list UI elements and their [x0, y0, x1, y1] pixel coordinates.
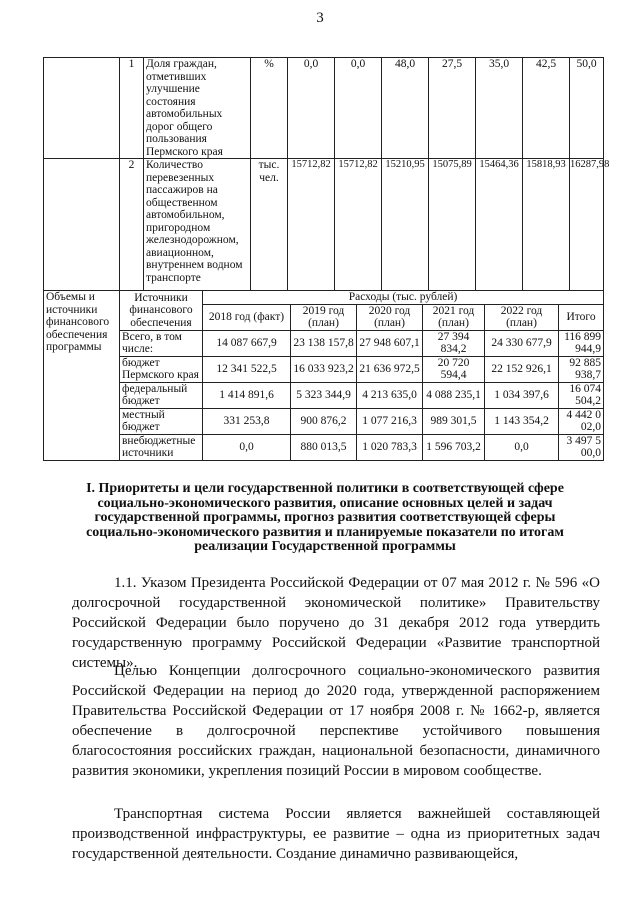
finance-row: [44, 408, 604, 434]
indicators-table: [43, 57, 610, 291]
indicator-value: 16287,98: [570, 159, 604, 291]
finance-value: 989 301,5: [423, 408, 485, 434]
year-header: 2020 год (план): [357, 304, 423, 330]
finance-value: 1 143 354,2: [485, 408, 559, 434]
finance-row: [44, 356, 604, 382]
indicator-value: 0,0: [335, 58, 382, 159]
page-number: 3: [316, 10, 324, 26]
finance-value: 0,0: [485, 434, 559, 460]
finance-value: 1 414 891,6: [203, 382, 291, 408]
indicator-value: 15712,82: [335, 159, 382, 291]
paragraph: 1.1. Указом Президента Российской Федерации от 07 мая 2012 г. № 596 «О долгосрочной государственной экономической политике» Правительству Российской Федерации было поручено до 31 декабря 2012 года утвердить государственную программу Российской Федерации «Развитие транспортной системы».: [72, 575, 600, 671]
finance-value: 900 876,2: [291, 408, 357, 434]
paragraph: Целью Концепции долгосрочного социально-экономического развития Российской Федерации на период до 2020 года, утвержденной распоряжением Правительства Российской Федерации от 17 ноября 2008 г. № 1662-р, является обеспечение в долгосрочной перспективе устойчивого повышения благосостояния российских граждан, национальной безопасности, динамичного развития экономики, укрепления позиций России в мировом сообществе.: [72, 663, 600, 779]
indicator-name: Количество перевезенных пассажиров на общественном автомобильном, пригородном железнодорожном, авиационном, внутреннем водном транспорте: [144, 159, 251, 291]
finance-value: 24 330 677,9: [485, 330, 559, 356]
finance-header-row: [44, 291, 604, 305]
finance-value: 1 020 783,3: [357, 434, 423, 460]
indicator-value: 27,5: [429, 58, 476, 159]
finance-value: 22 152 926,1: [485, 356, 559, 382]
finance-value: 23 138 157,8: [291, 330, 357, 356]
year-header: Итого: [559, 304, 604, 330]
finance-total: 16 074 504,2: [559, 382, 604, 408]
finance-value: 21 636 972,5: [357, 356, 423, 382]
empty-cell: [44, 58, 120, 159]
source-name: федеральный бюджет: [120, 382, 203, 408]
indicator-unit: %: [251, 58, 288, 159]
indicator-value: 35,0: [476, 58, 523, 159]
finance-total: 92 885 938,7: [559, 356, 604, 382]
year-header: 2022 год (план): [485, 304, 559, 330]
indicator-value: 0,0: [288, 58, 335, 159]
indicator-number: 2: [120, 159, 144, 291]
indicator-value: 15712,82: [288, 159, 335, 291]
indicator-unit: тыс. чел.: [251, 159, 288, 291]
paragraph: Транспортная система России является важнейшей составляющей производственной инфраструктуры, ее развитие – одна из приоритетных задач государственной деятельности. Создание динамично развивающейся,: [72, 806, 600, 862]
finance-value: 5 323 344,9: [291, 382, 357, 408]
indicator-row: [44, 58, 604, 159]
indicator-value: 15818,93: [523, 159, 570, 291]
finance-total: 3 497 500,0: [559, 434, 604, 460]
indicator-name: Доля граждан, отметивших улучшение состояния автомобильных дорог общего пользования Пермского края: [144, 58, 251, 159]
year-header: 2019 год (план): [291, 304, 357, 330]
source-header: Источники финансового обеспечения: [120, 291, 203, 331]
source-name: Всего, в том числе:: [120, 330, 203, 356]
finance-value: 1 596 703,2: [423, 434, 485, 460]
finance-value: 1 034 397,6: [485, 382, 559, 408]
finance-value: 16 033 923,2: [291, 356, 357, 382]
indicator-value: 15464,36: [476, 159, 523, 291]
finance-row: [44, 382, 604, 408]
indicator-value: 50,0: [570, 58, 604, 159]
year-header: 2018 год (факт): [203, 304, 291, 330]
expenses-header: Расходы (тыс. рублей): [203, 291, 604, 305]
finance-value: 331 253,8: [203, 408, 291, 434]
finance-value: 14 087 667,9: [203, 330, 291, 356]
finance-value: 27 394 834,2: [423, 330, 485, 356]
finance-row: [44, 434, 604, 460]
source-name: местный бюджет: [120, 408, 203, 434]
section-label: Объемы и источники финансового обеспечения программы: [44, 291, 120, 461]
source-name: бюджет Пермского края: [120, 356, 203, 382]
indicator-number: 1: [120, 58, 144, 159]
indicator-value: 15210,95: [382, 159, 429, 291]
finance-value: 4 213 635,0: [357, 382, 423, 408]
finance-value: 4 088 235,1: [423, 382, 485, 408]
year-header: 2021 год (план): [423, 304, 485, 330]
finance-value: 880 013,5: [291, 434, 357, 460]
finance-value: 12 341 522,5: [203, 356, 291, 382]
finance-value: 0,0: [203, 434, 291, 460]
finance-total: 116 899 944,9: [559, 330, 604, 356]
indicator-value: 15075,89: [429, 159, 476, 291]
source-name: внебюджетные источники: [120, 434, 203, 460]
indicator-value: 42,5: [523, 58, 570, 159]
empty-cell: [44, 159, 120, 291]
finance-value: 27 948 607,1: [357, 330, 423, 356]
finance-total: 4 442 002,0: [559, 408, 604, 434]
section-heading: I. Приоритеты и цели государственной политики в соответствующей сфере социально-экономического развития, описание основных целей и задач государственной программы, прогноз развития соответствующей сферы социально-экономического развития и планируемые показатели по итогам реализации Государственной программы: [86, 481, 564, 554]
finance-value: 1 077 216,3: [357, 408, 423, 434]
indicator-row: [44, 159, 604, 291]
finance-row: [44, 330, 604, 356]
finance-value: 20 720 594,4: [423, 356, 485, 382]
finance-table: [43, 290, 604, 461]
indicator-value: 48,0: [382, 58, 429, 159]
